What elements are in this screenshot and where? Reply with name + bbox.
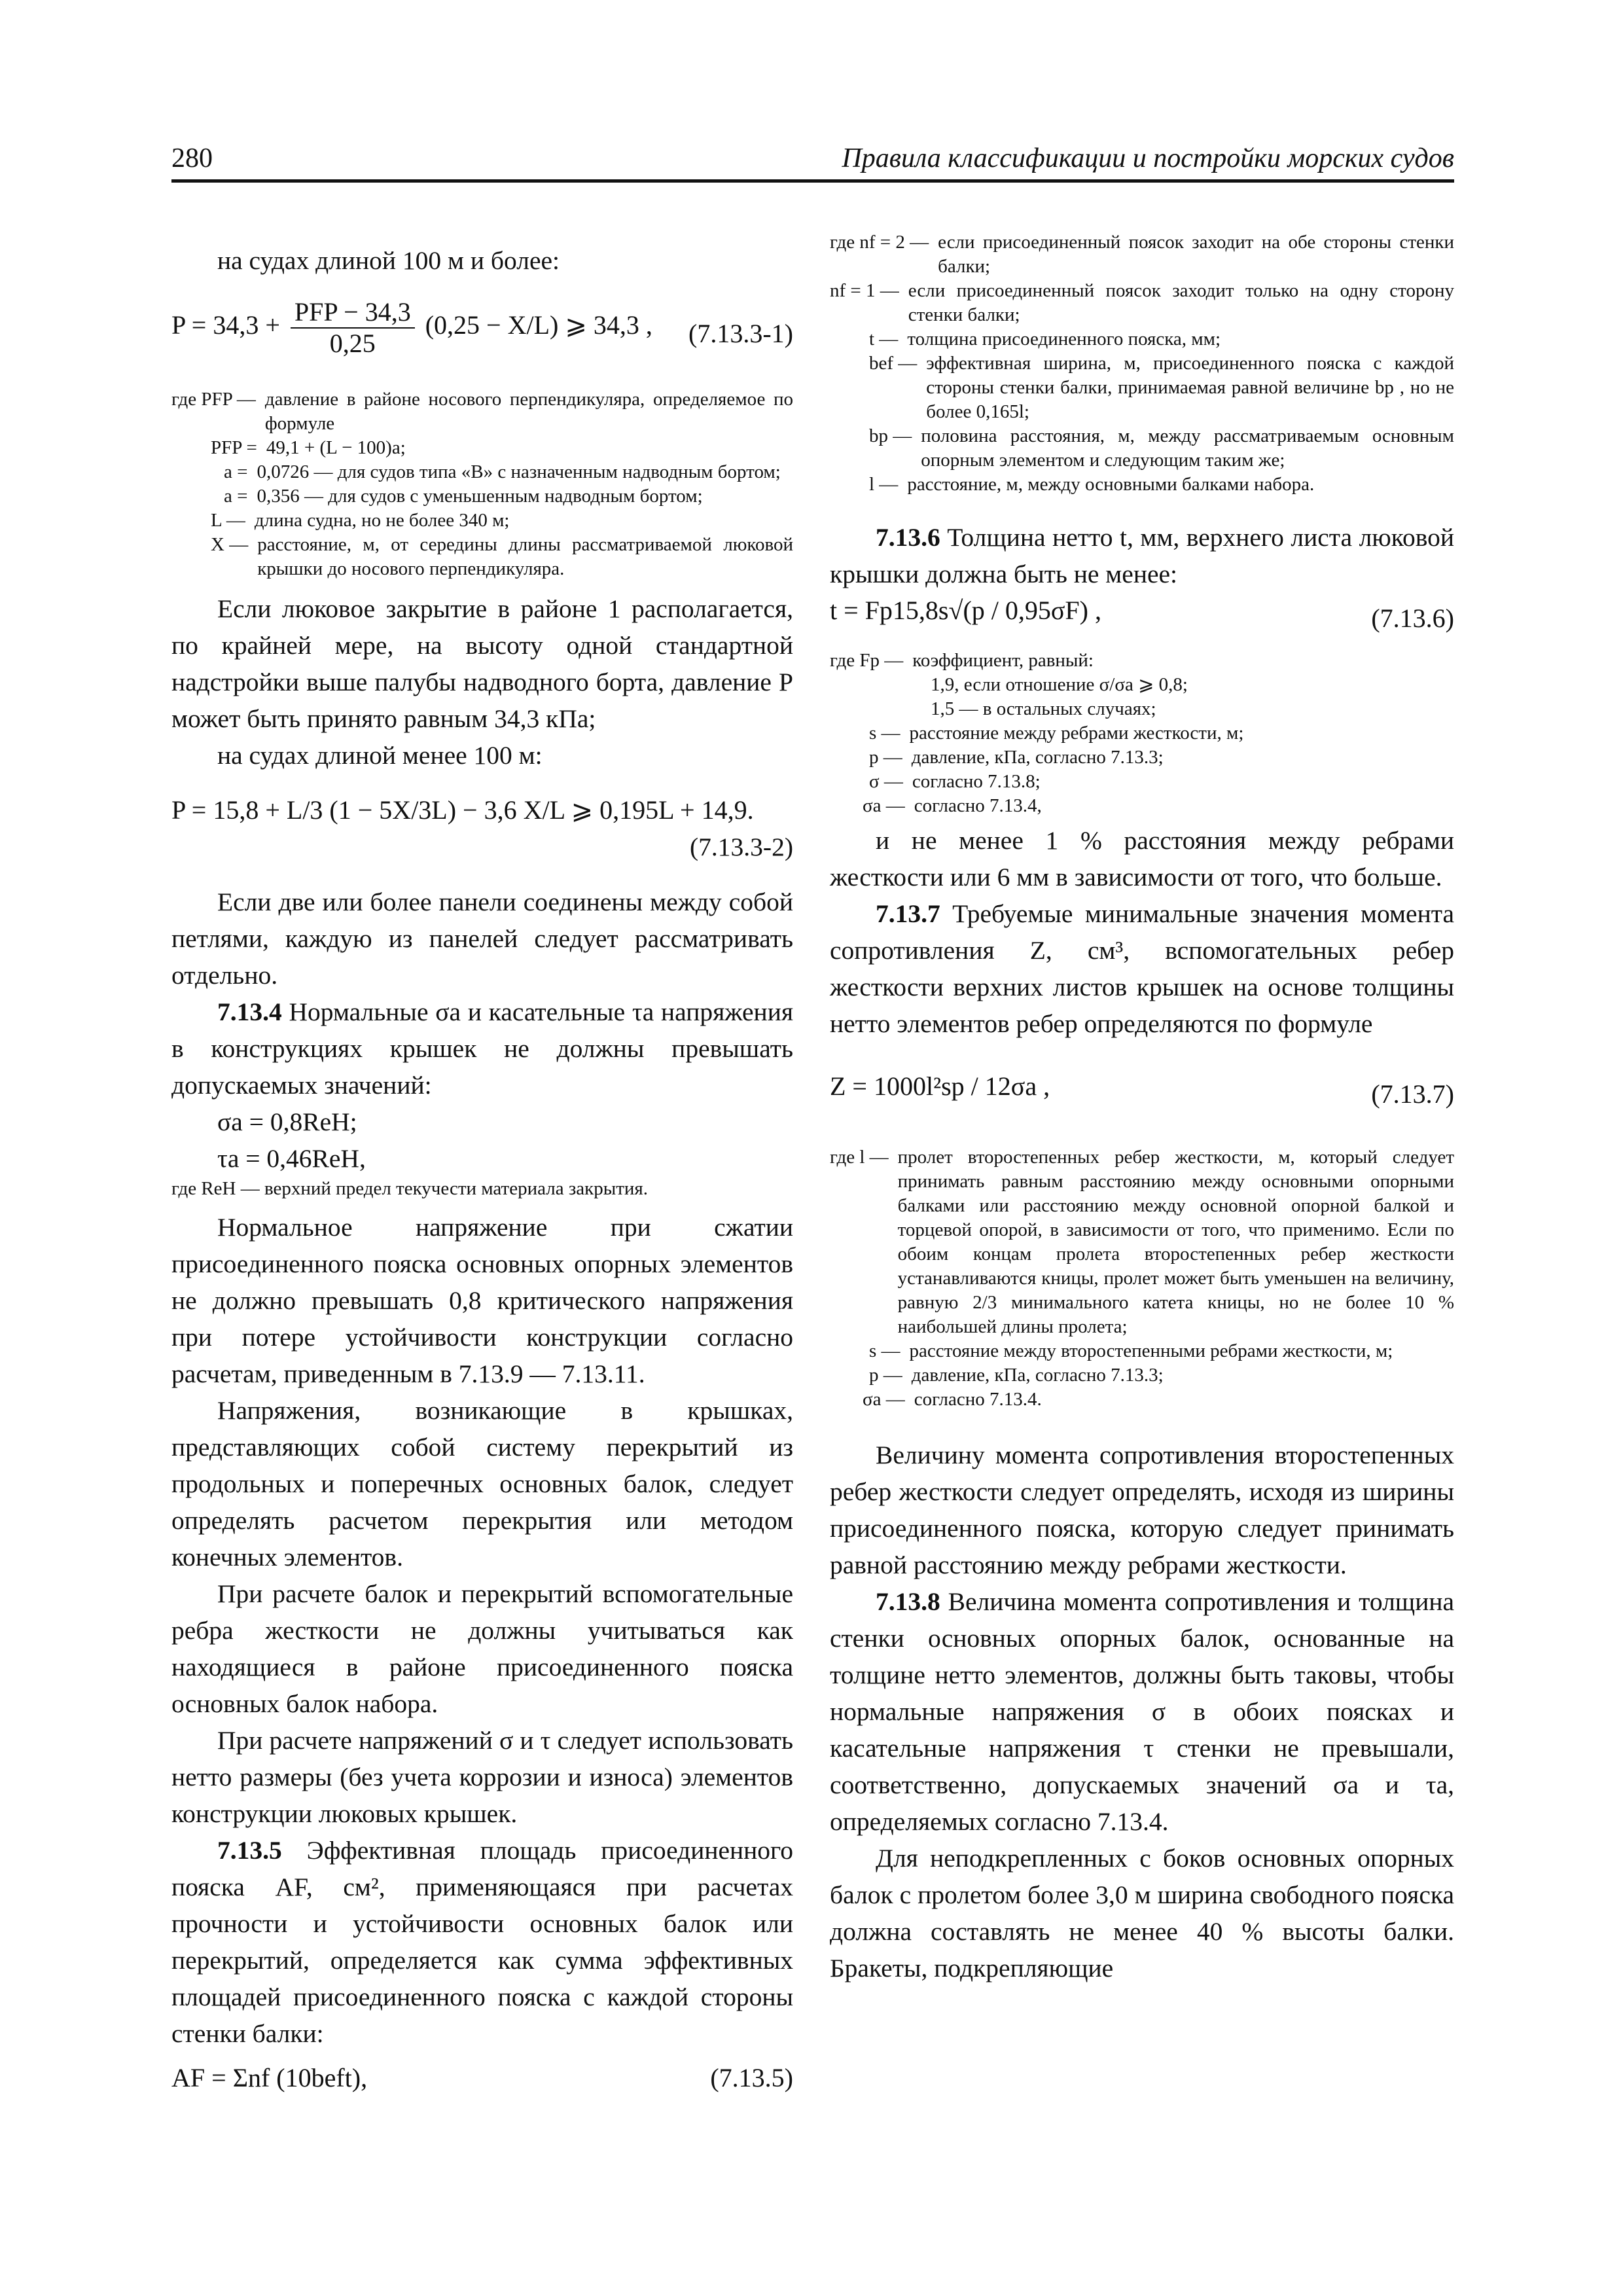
paragraph: Напряжения, возникающие в крышках, представляющих собой систему перекрытий из продольных и поперечных основных балок, следует определять расчетом перекрытия или методом конечных элементов.: [171, 1396, 793, 1571]
def-key: p —: [869, 1365, 902, 1386]
def-value: 49,1 + (L − 100)a;: [266, 437, 406, 458]
formula-rest: (0,25 − X/L) ⩾ 34,3 ,: [425, 310, 652, 340]
formula-number: (7.13.3-1): [688, 319, 793, 348]
paragraph: Если две или более панели соединены между собой петлями, каждую из панелей следует рассматривать отдельно.: [171, 888, 793, 990]
definitions-7-13-7: [830, 1145, 1454, 1412]
def-key: σa —: [863, 1389, 905, 1410]
definition-ReH: где ReH — верхний предел текучести материала закрытия.: [171, 1178, 649, 1199]
running-title: Правила классификации и постройки морских судов: [842, 143, 1454, 173]
def-value: расстояние между ребрами жесткости, м;: [909, 723, 1244, 744]
section-text: Нормальные σa и касательные τa напряжения в конструкциях крышек не должны превышать допускаемых значений:: [171, 997, 794, 1100]
def-value: 1,9, если отношение σ/σa ⩾ 0,8;: [931, 674, 1188, 695]
formula-7-13-3-2: P = 15,8 + L/3 (1 − 5X/3L) − 3,6 X/L ⩾ 0,195L + 14,9.: [171, 795, 754, 825]
def-key: где PFP —: [171, 389, 256, 410]
def-key: [921, 697, 931, 721]
section-text: Требуемые минимальные значения момента сопротивления Z, см³, вспомогательных ребер жесткости верхних листов крышек на основе толщины нетто элементов ребер определяются по формуле: [830, 899, 1454, 1038]
def-value: длина судна, но не более 340 м;: [254, 510, 510, 531]
section-number: 7.13.5: [217, 1836, 282, 1865]
def-value: 0,356 — для судов с уменьшенным надводным бортом;: [257, 486, 703, 507]
def-value: толщина присоединенного пояска, мм;: [907, 329, 1221, 350]
definitions-7-13-3: [171, 387, 793, 581]
formula-body: t = Fp15,8s√(p / 0,95σF) ,: [830, 596, 1101, 625]
def-key: [921, 673, 931, 697]
def-key: a =: [224, 461, 248, 482]
def-value: расстояние между второстепенными ребрами жесткости, м;: [909, 1340, 1393, 1361]
section-text: Эффективная площадь присоединенного пояска AF, см², применяющаяся при расчетах прочности и устойчивости основных балок или перекрытий, определяется как сумма эффективных площадей присоединенного пояска с каждой стороны стенки балки:: [171, 1836, 793, 2048]
formula-sigma-a: σa = 0,8ReH;: [217, 1107, 357, 1136]
def-value: согласно 7.13.4.: [914, 1389, 1042, 1410]
def-value: согласно 7.13.4,: [914, 795, 1042, 816]
formula-lhs: P = 34,3 +: [171, 310, 280, 340]
def-key: σa —: [863, 795, 905, 816]
section-number: 7.13.7: [876, 899, 940, 928]
formula-body: AF = Σnf (10beft),: [171, 2063, 368, 2092]
def-key: где nf = 2 —: [830, 232, 929, 253]
section-7-13-8: [830, 1583, 1454, 1840]
section-number: 7.13.6: [876, 523, 940, 552]
paragraph: Для неподкрепленных с боков основных опорных балок с пролетом более 3,0 м ширина свободного пояска должна составлять не менее 40 % высоты балки. Бракеты, подкрепляющие: [830, 1844, 1454, 1982]
section-7-13-4: [171, 994, 793, 1103]
def-key: bef —: [869, 353, 918, 374]
def-key: nf = 1 —: [830, 280, 899, 301]
paragraph: на судах длиной менее 100 м:: [217, 741, 543, 770]
def-value: согласно 7.13.8;: [912, 771, 1041, 792]
formula-number: (7.13.7): [1371, 1079, 1454, 1109]
formula-tau-a: τa = 0,46ReH,: [217, 1144, 366, 1173]
paragraph: При расчете напряжений σ и τ следует использовать нетто размеры (без учета коррозии и износа) элементов конструкции люковых крышек.: [171, 1726, 793, 1828]
def-key: p —: [869, 747, 902, 768]
paragraph: Нормальное напряжение при сжатии присоединенного пояска основных опорных элементов не должно превышать 0,8 критического напряжения при потере устойчивости конструкции согласно расчетам, приведенным в 7.13.9 — 7.13.11.: [171, 1213, 793, 1388]
definitions-7-13-5: [830, 230, 1454, 497]
paragraph: Если люковое закрытие в районе 1 располагается, по крайней мере, на высоту одной стандартной надстройки выше палубы надводного борта, давление P может быть принято равным 34,3 кПа;: [171, 594, 793, 733]
formula-body: Z = 1000l²sp / 12σa ,: [830, 1071, 1050, 1101]
def-key: σ —: [869, 771, 903, 792]
def-key: где Fp —: [830, 650, 904, 671]
def-value: давление, кПа, согласно 7.13.3;: [911, 747, 1164, 768]
formula-numerator: PFP − 34,3: [291, 297, 415, 329]
formula-7-13-3-1: [171, 297, 793, 369]
section-7-13-6: [830, 519, 1454, 592]
def-value: 0,0726 — для судов типа «В» с назначенным надводным бортом;: [257, 461, 781, 482]
formula-fraction: [291, 297, 415, 359]
page-header: [171, 139, 1454, 183]
formula-number: (7.13.5): [710, 2063, 793, 2092]
formula-denominator: 0,25: [329, 329, 376, 358]
def-key: l —: [869, 474, 899, 495]
formula-number: (7.13.3-2): [690, 833, 793, 861]
def-key: PFP =: [211, 437, 257, 458]
def-value: давление, кПа, согласно 7.13.3;: [911, 1365, 1164, 1386]
def-value: 1,5 — в остальных случаях;: [931, 698, 1156, 719]
def-key: a =: [224, 486, 248, 507]
def-key: s —: [869, 1340, 901, 1361]
def-value: половина расстояния, м, между рассматриваемым основным опорным элементом и следующим таким же;: [921, 425, 1454, 471]
section-7-13-7: [830, 895, 1454, 1042]
definitions-7-13-6: [830, 649, 1454, 818]
def-key: bp —: [869, 425, 912, 446]
paragraph: Величину момента сопротивления второстепенных ребер жесткости следует определять, исходя из ширины присоединенного пояска, которую следует принимать равной расстоянию между ребрами жесткости.: [830, 1441, 1454, 1579]
def-value: расстояние, м, между основными балками набора.: [907, 474, 1315, 495]
page-number: 280: [171, 143, 213, 173]
def-value: расстояние, м, от середины длины рассматриваемой люковой крышки до носового перпендикуляра.: [257, 534, 793, 579]
paragraph: и не менее 1 % расстояния между ребрами жесткости или 6 мм в зависимости от того, что больше.: [830, 826, 1454, 891]
left-column: [171, 242, 793, 2096]
section-number: 7.13.8: [876, 1587, 940, 1616]
paragraph: на судах длиной 100 м и более:: [217, 246, 560, 275]
paragraph: При расчете балок и перекрытий вспомогательные ребра жесткости не должны учитываться как находящиеся в районе присоединенного пояска основных балок набора.: [171, 1579, 793, 1718]
def-key: где l —: [830, 1147, 889, 1168]
def-value: пролет второстепенных ребер жесткости, м, который следует принимать равным расстоянию между основными опорными балками или расстоянию между основной опорной балкой и торцевой опорой, в зависимости от того, что применимо. Если по обоим концам пролета второстепенных ребер жесткости устанавливаются кницы, пролет может быть уменьшен на величину, равную 2/3 минимального катета кницы, но не более 10 % наибольшей длины пролета;: [897, 1147, 1454, 1337]
formula-7-13-6: [830, 592, 1454, 649]
def-key: X —: [211, 534, 249, 555]
def-key: s —: [869, 723, 901, 744]
def-key: L —: [211, 510, 245, 531]
def-value: коэффициент, равный:: [912, 650, 1094, 671]
def-value: если присоединенный поясок заходит на обе стороны стенки балки;: [938, 232, 1454, 277]
def-value: если присоединенный поясок заходит только на одну сторону стенки балки;: [908, 280, 1454, 325]
def-value: эффективная ширина, м, присоединенного пояска с каждой стороны стенки балки, принимаемая равной величине bp , но не более 0,165l;: [926, 353, 1454, 422]
def-key: t —: [869, 329, 899, 350]
formula-7-13-7: [830, 1068, 1454, 1127]
section-7-13-5: [171, 1832, 793, 2052]
section-number: 7.13.4: [217, 997, 282, 1026]
formula-7-13-5: [171, 2060, 793, 2096]
right-column: [830, 232, 1455, 1986]
section-text: Толщина нетто t, мм, верхнего листа люковой крышки должна быть не менее:: [830, 523, 1454, 588]
section-text: Величина момента сопротивления и толщина стенки основных опорных балок, основанные на толщине нетто элементов, должны быть таковы, чтобы нормальные напряжения σ в обоих поясках и касательные напряжения τ стенки не превышали, соответственно, допускаемых значений σa и τa, определяемых согласно 7.13.4.: [830, 1587, 1455, 1836]
formula-number: (7.13.6): [1371, 603, 1454, 633]
def-value: давление в районе носового перпендикуляра, определяемое по формуле: [264, 389, 793, 434]
